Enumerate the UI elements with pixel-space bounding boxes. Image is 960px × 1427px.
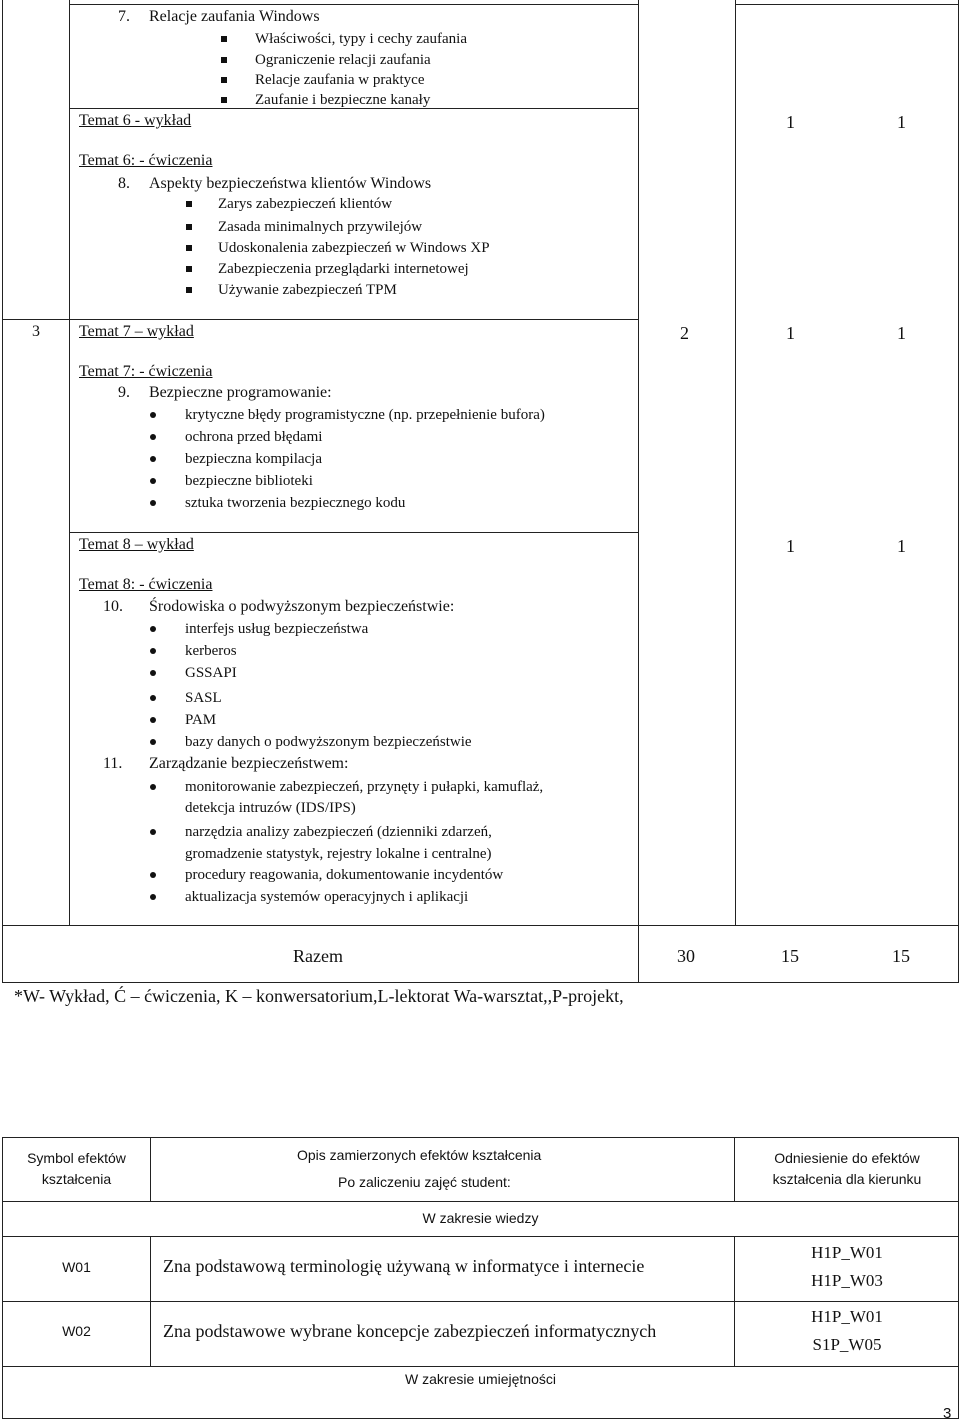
topic-8-lecture: Temat 8 – wykład — [79, 536, 194, 553]
total-lecture-hours: 15 — [781, 946, 799, 966]
list-item: Zasada minimalnych przywilejów — [218, 219, 423, 235]
header-description — [151, 1146, 735, 1191]
outcome-references — [735, 1307, 959, 1355]
hours-lecture: 1 — [786, 536, 795, 556]
round-bullet-icon — [150, 670, 156, 676]
row-border — [2, 1366, 959, 1367]
list-item: Zarys zabezpieczeń klientów — [218, 196, 393, 212]
round-bullet-icon — [150, 648, 156, 654]
hours-lecture: 1 — [786, 323, 795, 343]
round-bullet-icon — [150, 500, 156, 506]
section-7-number: 7. — [118, 8, 130, 25]
round-bullet-icon — [150, 894, 156, 900]
square-bullet-icon — [186, 245, 192, 251]
header-reference — [735, 1149, 959, 1188]
hours-exercises: 1 — [897, 112, 906, 132]
square-bullet-icon — [221, 57, 227, 63]
topic-7-lecture: Temat 7 – wykład — [79, 323, 194, 340]
outcome-reference: S1P_W05 — [812, 1335, 882, 1354]
row-border — [2, 1201, 959, 1202]
total-label: Razem — [293, 946, 343, 966]
list-item: monitorowanie zabezpieczeń, przynęty i pułapki, kamuflaż, — [185, 779, 544, 795]
section-10-number: 10. — [103, 598, 123, 615]
total-hours: 30 — [677, 946, 695, 966]
list-item: Używanie zabezpieczeń TPM — [218, 282, 397, 298]
list-item: Ograniczenie relacji zaufania — [255, 52, 431, 68]
row-border — [2, 319, 639, 320]
square-bullet-icon — [221, 77, 227, 83]
list-item: aktualizacja systemów operacyjnych i aplikacji — [185, 889, 469, 905]
round-bullet-icon — [150, 784, 156, 790]
list-item: SASL — [185, 690, 222, 706]
list-item-continuation: gromadzenie statystyk, rejestry lokalne i centralne) — [185, 846, 492, 862]
list-item: procedury reagowania, dokumentowanie incydentów — [185, 867, 504, 883]
section-9-heading: Bezpieczne programowanie: — [149, 384, 332, 401]
section-7-heading: Relacje zaufania Windows — [149, 8, 320, 25]
list-item: ochrona przed błędami — [185, 429, 323, 445]
row-border — [2, 1236, 959, 1237]
header-description-line: Opis zamierzonych efektów kształcenia — [297, 1147, 542, 1163]
list-item: bazy danych o podwyższonym bezpieczeństwie — [185, 734, 472, 750]
square-bullet-icon — [186, 266, 192, 272]
list-item: bezpieczne biblioteki — [185, 473, 313, 489]
list-item: krytyczne błędy programistyczne (np. przepełnienie bufora) — [185, 407, 545, 423]
outcome-description: Zna podstawowe wybrane koncepcje zabezpieczeń informatycznych — [163, 1321, 657, 1341]
header-reference-line: kształcenia dla kierunku — [772, 1171, 922, 1187]
row-border — [2, 925, 959, 926]
list-item: interfejs usług bezpieczeństwa — [185, 621, 369, 637]
list-item: bezpieczna kompilacja — [185, 451, 323, 467]
hours-exercises: 1 — [897, 536, 906, 556]
outcome-references — [735, 1243, 959, 1291]
outcome-symbol: W02 — [62, 1323, 91, 1339]
cell-border — [69, 4, 639, 5]
outcome-reference: H1P_W01 — [811, 1243, 883, 1262]
round-bullet-icon — [150, 829, 156, 835]
outcome-reference: H1P_W03 — [811, 1271, 883, 1290]
section-8-number: 8. — [118, 175, 130, 192]
list-item: GSSAPI — [185, 665, 237, 681]
total-exercise-hours: 15 — [892, 946, 910, 966]
header-symbol-line: Symbol efektów — [27, 1150, 126, 1166]
section-11-number: 11. — [103, 755, 123, 772]
page-number: 3 — [943, 1405, 952, 1422]
list-item: Zabezpieczenia przeglądarki internetowej — [218, 261, 469, 277]
table-border-bottom — [2, 1418, 959, 1419]
list-item: PAM — [185, 712, 217, 728]
header-symbol — [2, 1149, 151, 1188]
outcome-symbol: W01 — [62, 1259, 91, 1275]
section-11-heading: Zarządzanie bezpieczeństwem: — [149, 755, 349, 772]
list-item: Właściwości, typy i cechy zaufania — [255, 31, 467, 47]
round-bullet-icon — [150, 412, 156, 418]
round-bullet-icon — [150, 695, 156, 701]
table-border-left — [2, 0, 3, 983]
outcome-reference: H1P_W01 — [811, 1307, 883, 1326]
table-col-divider — [69, 0, 70, 925]
topic-6-lecture: Temat 6 - wykład — [79, 112, 192, 129]
topic-6-exercises: Temat 6: - ćwiczenia — [79, 152, 213, 169]
table-col-divider — [735, 0, 736, 925]
header-description-line: Po zaliczeniu zajęć student: — [338, 1174, 511, 1190]
square-bullet-icon — [221, 36, 227, 42]
topic-8-exercises: Temat 8: - ćwiczenia — [79, 576, 213, 593]
header-reference-line: Odniesienie do efektów — [774, 1150, 920, 1166]
round-bullet-icon — [150, 456, 156, 462]
hours-exercises: 1 — [897, 323, 906, 343]
hours-total: 2 — [680, 323, 689, 343]
round-bullet-icon — [150, 478, 156, 484]
cell-border — [69, 532, 639, 533]
outcome-description: Zna podstawową terminologię używaną w informatyce i internecie — [163, 1256, 645, 1276]
section-9-number: 9. — [118, 384, 130, 401]
list-item: Relacje zaufania w praktyce — [255, 72, 425, 88]
cell-border — [735, 4, 959, 5]
section-8-heading: Aspekty bezpieczeństwa klientów Windows — [149, 175, 432, 192]
section-10-heading: Środowiska o podwyższonym bezpieczeństwie: — [149, 598, 455, 615]
table-col-divider — [638, 0, 639, 983]
table-border-top — [2, 1137, 959, 1138]
section-skills: W zakresie umiejętności — [405, 1371, 556, 1387]
table-border-right — [958, 0, 959, 983]
list-item: sztuka tworzenia bezpiecznego kodu — [185, 495, 406, 511]
round-bullet-icon — [150, 434, 156, 440]
topic-7-exercises: Temat 7: - ćwiczenia — [79, 363, 213, 380]
section-knowledge: W zakresie wiedzy — [422, 1210, 539, 1226]
round-bullet-icon — [150, 717, 156, 723]
row-number: 3 — [32, 323, 40, 340]
square-bullet-icon — [186, 287, 192, 293]
list-item: kerberos — [185, 643, 237, 659]
square-bullet-icon — [186, 201, 192, 207]
square-bullet-icon — [186, 224, 192, 230]
square-bullet-icon — [221, 97, 227, 103]
list-item-continuation: detekcja intruzów (IDS/IPS) — [185, 800, 356, 816]
list-item: narzędzia analizy zabezpieczeń (dzienniki zdarzeń, — [185, 824, 492, 840]
table-border-bottom — [2, 982, 959, 983]
round-bullet-icon — [150, 626, 156, 632]
round-bullet-icon — [150, 739, 156, 745]
list-item: Zaufanie i bezpieczne kanały — [255, 92, 431, 108]
round-bullet-icon — [150, 872, 156, 878]
abbreviation-legend: *W- Wykład, Ć – ćwiczenia, K – konwersatorium,L-lektorat Wa-warsztat,,P-projekt, — [14, 986, 624, 1006]
hours-lecture: 1 — [786, 112, 795, 132]
header-symbol-line: kształcenia — [41, 1171, 112, 1187]
row-border — [2, 1301, 959, 1302]
list-item: Udoskonalenia zabezpieczeń w Windows XP — [218, 240, 490, 256]
